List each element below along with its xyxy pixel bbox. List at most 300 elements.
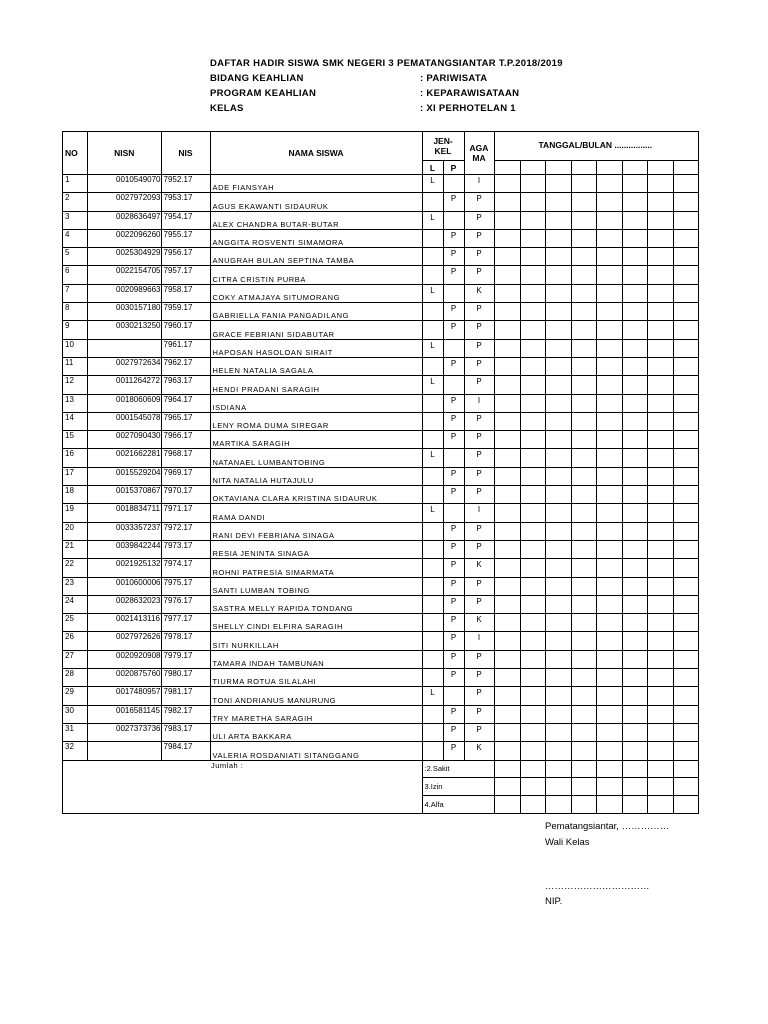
attendance-cell[interactable] (622, 339, 647, 357)
attendance-cell[interactable] (673, 504, 698, 522)
attendance-cell[interactable] (622, 669, 647, 687)
attendance-cell[interactable] (673, 321, 698, 339)
student-nisn: 0027972634 (88, 357, 162, 375)
attendance-cell[interactable] (647, 650, 673, 668)
attendance-cell[interactable] (520, 394, 545, 412)
attendance-cell[interactable] (545, 577, 571, 595)
attendance-cell[interactable] (494, 742, 520, 760)
attendance-cell[interactable] (494, 577, 520, 595)
attendance-cell[interactable] (571, 559, 596, 577)
student-gender-p: P (443, 742, 464, 760)
attendance-cell[interactable] (494, 266, 520, 284)
attendance-cell[interactable] (622, 412, 647, 430)
student-religion: P (464, 339, 494, 357)
attendance-cell[interactable] (596, 303, 622, 321)
attendance-cell[interactable] (571, 376, 596, 394)
attendance-cell[interactable] (520, 284, 545, 302)
attendance-cell[interactable] (545, 723, 571, 741)
attendance-cell[interactable] (545, 266, 571, 284)
attendance-cell[interactable] (622, 431, 647, 449)
attendance-cell[interactable] (673, 284, 698, 302)
attendance-cell[interactable] (622, 504, 647, 522)
attendance-cell[interactable] (494, 175, 520, 193)
attendance-cell[interactable] (520, 193, 545, 211)
attendance-cell[interactable] (596, 669, 622, 687)
attendance-cell[interactable] (494, 357, 520, 375)
student-nisn: 0010549070 (88, 175, 162, 193)
student-gender-l (422, 357, 443, 375)
attendance-cell[interactable] (545, 321, 571, 339)
attendance-cell[interactable] (545, 650, 571, 668)
attendance-cell[interactable] (494, 522, 520, 540)
attendance-cell[interactable] (520, 687, 545, 705)
attendance-cell[interactable] (622, 175, 647, 193)
attendance-cell[interactable] (647, 559, 673, 577)
attendance-cell[interactable] (520, 705, 545, 723)
student-nisn: 0033357237 (88, 522, 162, 540)
attendance-cell[interactable] (596, 705, 622, 723)
attendance-cell[interactable] (545, 559, 571, 577)
attendance-cell[interactable] (545, 303, 571, 321)
attendance-cell[interactable] (571, 486, 596, 504)
attendance-cell[interactable] (494, 376, 520, 394)
attendance-cell[interactable] (647, 376, 673, 394)
attendance-cell[interactable] (494, 705, 520, 723)
attendance-cell[interactable] (673, 339, 698, 357)
attendance-cell[interactable] (494, 614, 520, 632)
table-row (63, 284, 699, 302)
attendance-cell[interactable] (520, 632, 545, 650)
attendance-cell[interactable] (571, 723, 596, 741)
attendance-cell[interactable] (647, 248, 673, 266)
attendance-cell[interactable] (673, 394, 698, 412)
attendance-cell[interactable] (622, 394, 647, 412)
attendance-cell[interactable] (673, 449, 698, 467)
attendance-cell[interactable] (622, 229, 647, 247)
attendance-cell[interactable] (545, 431, 571, 449)
student-gender-p (443, 687, 464, 705)
attendance-cell[interactable] (571, 742, 596, 760)
attendance-cell[interactable] (520, 577, 545, 595)
attendance-cell[interactable] (647, 266, 673, 284)
attendance-cell[interactable] (494, 723, 520, 741)
attendance-cell[interactable] (571, 339, 596, 357)
student-gender-l: L (422, 284, 443, 302)
attendance-cell[interactable] (571, 321, 596, 339)
attendance-cell[interactable] (571, 431, 596, 449)
attendance-cell[interactable] (494, 412, 520, 430)
attendance-cell[interactable] (545, 229, 571, 247)
attendance-cell[interactable] (520, 742, 545, 760)
attendance-cell[interactable] (571, 705, 596, 723)
attendance-cell[interactable] (520, 175, 545, 193)
attendance-cell[interactable] (545, 632, 571, 650)
attendance-cell[interactable] (647, 632, 673, 650)
attendance-cell[interactable] (647, 614, 673, 632)
attendance-cell[interactable] (545, 504, 571, 522)
student-no: 27 (63, 650, 88, 668)
student-no: 25 (63, 614, 88, 632)
attendance-cell[interactable] (622, 321, 647, 339)
table-row (63, 650, 699, 668)
attendance-cell[interactable] (673, 467, 698, 485)
attendance-cell[interactable] (494, 467, 520, 485)
attendance-cell[interactable] (494, 486, 520, 504)
attendance-cell[interactable] (673, 614, 698, 632)
summary-sakit: :2.Sakit (422, 760, 494, 777)
attendance-cell[interactable] (622, 248, 647, 266)
attendance-cell[interactable] (545, 357, 571, 375)
attendance-cell[interactable] (622, 723, 647, 741)
attendance-cell[interactable] (571, 687, 596, 705)
attendance-cell[interactable] (647, 229, 673, 247)
attendance-cell[interactable] (545, 339, 571, 357)
attendance-cell[interactable] (545, 248, 571, 266)
attendance-cell[interactable] (596, 339, 622, 357)
attendance-cell[interactable] (596, 540, 622, 558)
attendance-cell[interactable] (647, 687, 673, 705)
attendance-cell[interactable] (673, 522, 698, 540)
student-nisn: 0027972626 (88, 632, 162, 650)
attendance-cell[interactable] (596, 175, 622, 193)
attendance-cell[interactable] (647, 486, 673, 504)
attendance-cell[interactable] (622, 522, 647, 540)
attendance-cell[interactable] (494, 431, 520, 449)
attendance-cell[interactable] (520, 669, 545, 687)
attendance-cell[interactable] (571, 650, 596, 668)
student-nisn: 0022096260 (88, 229, 162, 247)
attendance-cell[interactable] (520, 504, 545, 522)
attendance-cell[interactable] (545, 175, 571, 193)
attendance-cell[interactable] (571, 632, 596, 650)
attendance-cell[interactable] (673, 577, 698, 595)
attendance-cell[interactable] (596, 321, 622, 339)
attendance-cell[interactable] (673, 303, 698, 321)
attendance-cell[interactable] (673, 376, 698, 394)
attendance-cell[interactable] (520, 321, 545, 339)
attendance-cell[interactable] (545, 595, 571, 613)
attendance-cell[interactable] (494, 504, 520, 522)
attendance-cell[interactable] (520, 229, 545, 247)
attendance-cell[interactable] (647, 467, 673, 485)
attendance-cell[interactable] (673, 431, 698, 449)
attendance-cell[interactable] (545, 284, 571, 302)
attendance-cell[interactable] (596, 211, 622, 229)
attendance-cell[interactable] (545, 687, 571, 705)
attendance-cell[interactable] (647, 723, 673, 741)
attendance-cell[interactable] (622, 577, 647, 595)
attendance-cell[interactable] (520, 723, 545, 741)
student-name: ADE FIANSYAH (210, 175, 422, 193)
attendance-cell[interactable] (494, 687, 520, 705)
attendance-cell[interactable] (673, 742, 698, 760)
attendance-cell[interactable] (494, 229, 520, 247)
attendance-cell[interactable] (673, 650, 698, 668)
attendance-cell[interactable] (494, 394, 520, 412)
attendance-cell[interactable] (673, 632, 698, 650)
attendance-cell[interactable] (545, 449, 571, 467)
attendance-cell[interactable] (545, 522, 571, 540)
attendance-cell[interactable] (494, 595, 520, 613)
attendance-cell[interactable] (520, 467, 545, 485)
attendance-cell[interactable] (571, 467, 596, 485)
attendance-cell[interactable] (545, 211, 571, 229)
student-name: OKTAVIANA CLARA KRISTINA SIDAURUK (210, 486, 422, 504)
attendance-cell[interactable] (520, 357, 545, 375)
attendance-cell[interactable] (647, 705, 673, 723)
attendance-cell[interactable] (494, 193, 520, 211)
attendance-cell[interactable] (647, 321, 673, 339)
attendance-cell[interactable] (520, 248, 545, 266)
attendance-cell[interactable] (647, 595, 673, 613)
attendance-cell[interactable] (596, 486, 622, 504)
attendance-cell[interactable] (647, 394, 673, 412)
attendance-cell[interactable] (596, 687, 622, 705)
attendance-cell[interactable] (545, 412, 571, 430)
attendance-cell[interactable] (647, 431, 673, 449)
attendance-cell[interactable] (571, 229, 596, 247)
attendance-cell[interactable] (673, 723, 698, 741)
attendance-cell[interactable] (647, 357, 673, 375)
attendance-cell[interactable] (647, 522, 673, 540)
attendance-cell[interactable] (571, 595, 596, 613)
student-no: 30 (63, 705, 88, 723)
attendance-cell[interactable] (647, 339, 673, 357)
attendance-cell[interactable] (520, 540, 545, 558)
attendance-cell[interactable] (596, 449, 622, 467)
attendance-cell[interactable] (596, 248, 622, 266)
attendance-cell[interactable] (571, 357, 596, 375)
student-gender-p: P (443, 486, 464, 504)
attendance-cell[interactable] (571, 211, 596, 229)
student-no: 9 (63, 321, 88, 339)
attendance-cell[interactable] (596, 504, 622, 522)
attendance-cell[interactable] (545, 193, 571, 211)
attendance-cell[interactable] (596, 614, 622, 632)
attendance-cell[interactable] (622, 632, 647, 650)
attendance-cell[interactable] (494, 303, 520, 321)
attendance-cell[interactable] (520, 614, 545, 632)
attendance-cell[interactable] (545, 376, 571, 394)
attendance-cell[interactable] (622, 540, 647, 558)
student-gender-p: P (443, 614, 464, 632)
attendance-cell[interactable] (673, 486, 698, 504)
attendance-cell[interactable] (673, 687, 698, 705)
attendance-cell[interactable] (622, 559, 647, 577)
attendance-cell[interactable] (596, 650, 622, 668)
attendance-cell[interactable] (494, 540, 520, 558)
attendance-cell[interactable] (673, 229, 698, 247)
attendance-cell[interactable] (520, 595, 545, 613)
attendance-cell[interactable] (571, 504, 596, 522)
student-name: ANUGRAH BULAN SEPTINA TAMBA (210, 248, 422, 266)
attendance-cell[interactable] (596, 412, 622, 430)
attendance-cell[interactable] (596, 742, 622, 760)
attendance-cell[interactable] (494, 284, 520, 302)
attendance-cell[interactable] (673, 559, 698, 577)
attendance-cell[interactable] (622, 193, 647, 211)
attendance-cell[interactable] (673, 595, 698, 613)
attendance-cell[interactable] (647, 742, 673, 760)
attendance-cell[interactable] (520, 486, 545, 504)
header-row-bidang: BIDANG KEAHLIAN : PARIWISATA (210, 73, 488, 84)
attendance-cell[interactable] (571, 266, 596, 284)
student-no: 10 (63, 339, 88, 357)
attendance-cell[interactable] (596, 431, 622, 449)
attendance-cell[interactable] (596, 467, 622, 485)
attendance-cell[interactable] (571, 175, 596, 193)
attendance-cell[interactable] (571, 540, 596, 558)
attendance-cell[interactable] (647, 211, 673, 229)
attendance-cell[interactable] (520, 412, 545, 430)
attendance-cell[interactable] (520, 266, 545, 284)
attendance-cell[interactable] (673, 705, 698, 723)
student-name: MARTIKA SARAGIH (210, 431, 422, 449)
attendance-cell[interactable] (494, 321, 520, 339)
student-nis: 7978.17 (161, 632, 210, 650)
attendance-cell[interactable] (596, 357, 622, 375)
attendance-cell[interactable] (571, 412, 596, 430)
attendance-cell[interactable] (647, 504, 673, 522)
attendance-cell[interactable] (571, 614, 596, 632)
attendance-cell[interactable] (673, 669, 698, 687)
attendance-cell[interactable] (520, 431, 545, 449)
attendance-cell[interactable] (520, 303, 545, 321)
attendance-cell[interactable] (520, 522, 545, 540)
attendance-cell[interactable] (596, 394, 622, 412)
attendance-cell[interactable] (596, 229, 622, 247)
attendance-cell[interactable] (494, 339, 520, 357)
attendance-cell[interactable] (647, 669, 673, 687)
attendance-cell[interactable] (494, 211, 520, 229)
attendance-cell[interactable] (647, 449, 673, 467)
attendance-cell[interactable] (494, 669, 520, 687)
attendance-cell[interactable] (545, 614, 571, 632)
attendance-cell[interactable] (520, 339, 545, 357)
attendance-cell[interactable] (673, 540, 698, 558)
attendance-cell[interactable] (622, 357, 647, 375)
attendance-cell[interactable] (673, 175, 698, 193)
attendance-cell[interactable] (596, 193, 622, 211)
attendance-cell[interactable] (520, 650, 545, 668)
attendance-cell[interactable] (622, 303, 647, 321)
attendance-cell[interactable] (494, 559, 520, 577)
attendance-cell[interactable] (571, 577, 596, 595)
student-no: 18 (63, 486, 88, 504)
attendance-cell[interactable] (673, 266, 698, 284)
attendance-cell[interactable] (622, 376, 647, 394)
table-row (63, 412, 699, 430)
attendance-cell[interactable] (596, 266, 622, 284)
attendance-cell[interactable] (571, 394, 596, 412)
attendance-cell[interactable] (596, 522, 622, 540)
attendance-cell[interactable] (622, 211, 647, 229)
attendance-cell[interactable] (520, 376, 545, 394)
student-gender-p: P (443, 540, 464, 558)
attendance-cell[interactable] (647, 412, 673, 430)
attendance-cell[interactable] (622, 687, 647, 705)
table-row (63, 614, 699, 632)
attendance-cell[interactable] (647, 175, 673, 193)
attendance-cell[interactable] (622, 705, 647, 723)
student-gender-p (443, 504, 464, 522)
attendance-cell[interactable] (545, 742, 571, 760)
student-name: VALERIA ROSDANIATI SITANGGANG (210, 742, 422, 760)
attendance-cell[interactable] (494, 650, 520, 668)
attendance-cell[interactable] (571, 284, 596, 302)
table-row (63, 687, 699, 705)
col-header-nisn: NISN (88, 132, 162, 175)
attendance-cell[interactable] (622, 614, 647, 632)
attendance-cell[interactable] (647, 577, 673, 595)
attendance-cell[interactable] (596, 577, 622, 595)
attendance-cell[interactable] (571, 193, 596, 211)
attendance-cell[interactable] (571, 449, 596, 467)
attendance-cell[interactable] (622, 284, 647, 302)
attendance-cell[interactable] (520, 211, 545, 229)
attendance-cell[interactable] (622, 650, 647, 668)
student-gender-l (422, 229, 443, 247)
table-row (63, 504, 699, 522)
attendance-cell[interactable] (571, 522, 596, 540)
attendance-cell[interactable] (494, 248, 520, 266)
attendance-cell[interactable] (622, 467, 647, 485)
attendance-cell[interactable] (596, 376, 622, 394)
attendance-cell[interactable] (647, 540, 673, 558)
attendance-cell[interactable] (571, 669, 596, 687)
attendance-cell[interactable] (494, 449, 520, 467)
student-gender-l (422, 595, 443, 613)
attendance-cell[interactable] (545, 540, 571, 558)
attendance-cell[interactable] (596, 559, 622, 577)
student-gender-l (422, 394, 443, 412)
attendance-cell[interactable] (647, 284, 673, 302)
table-row (63, 522, 699, 540)
student-nisn: 0021413116 (88, 614, 162, 632)
attendance-cell[interactable] (494, 632, 520, 650)
attendance-cell[interactable] (647, 303, 673, 321)
attendance-cell[interactable] (545, 394, 571, 412)
attendance-cell[interactable] (673, 412, 698, 430)
attendance-cell[interactable] (673, 211, 698, 229)
attendance-cell[interactable] (520, 449, 545, 467)
attendance-cell[interactable] (596, 632, 622, 650)
attendance-cell[interactable] (545, 486, 571, 504)
attendance-cell[interactable] (622, 449, 647, 467)
attendance-cell[interactable] (520, 559, 545, 577)
attendance-cell[interactable] (622, 595, 647, 613)
attendance-cell[interactable] (673, 248, 698, 266)
student-name: SASTRA MELLY RAPIDA TONDANG (210, 595, 422, 613)
attendance-cell[interactable] (596, 595, 622, 613)
attendance-cell[interactable] (596, 284, 622, 302)
attendance-cell[interactable] (622, 742, 647, 760)
attendance-cell[interactable] (622, 266, 647, 284)
attendance-cell[interactable] (571, 303, 596, 321)
attendance-cell[interactable] (545, 705, 571, 723)
attendance-cell[interactable] (571, 248, 596, 266)
attendance-cell[interactable] (647, 193, 673, 211)
student-no: 14 (63, 412, 88, 430)
attendance-cell[interactable] (545, 467, 571, 485)
attendance-cell[interactable] (545, 669, 571, 687)
attendance-cell[interactable] (673, 357, 698, 375)
student-gender-p (443, 175, 464, 193)
student-nisn: 0015370867 (88, 486, 162, 504)
attendance-cell[interactable] (673, 193, 698, 211)
attendance-cell[interactable] (596, 723, 622, 741)
attendance-cell[interactable] (622, 486, 647, 504)
